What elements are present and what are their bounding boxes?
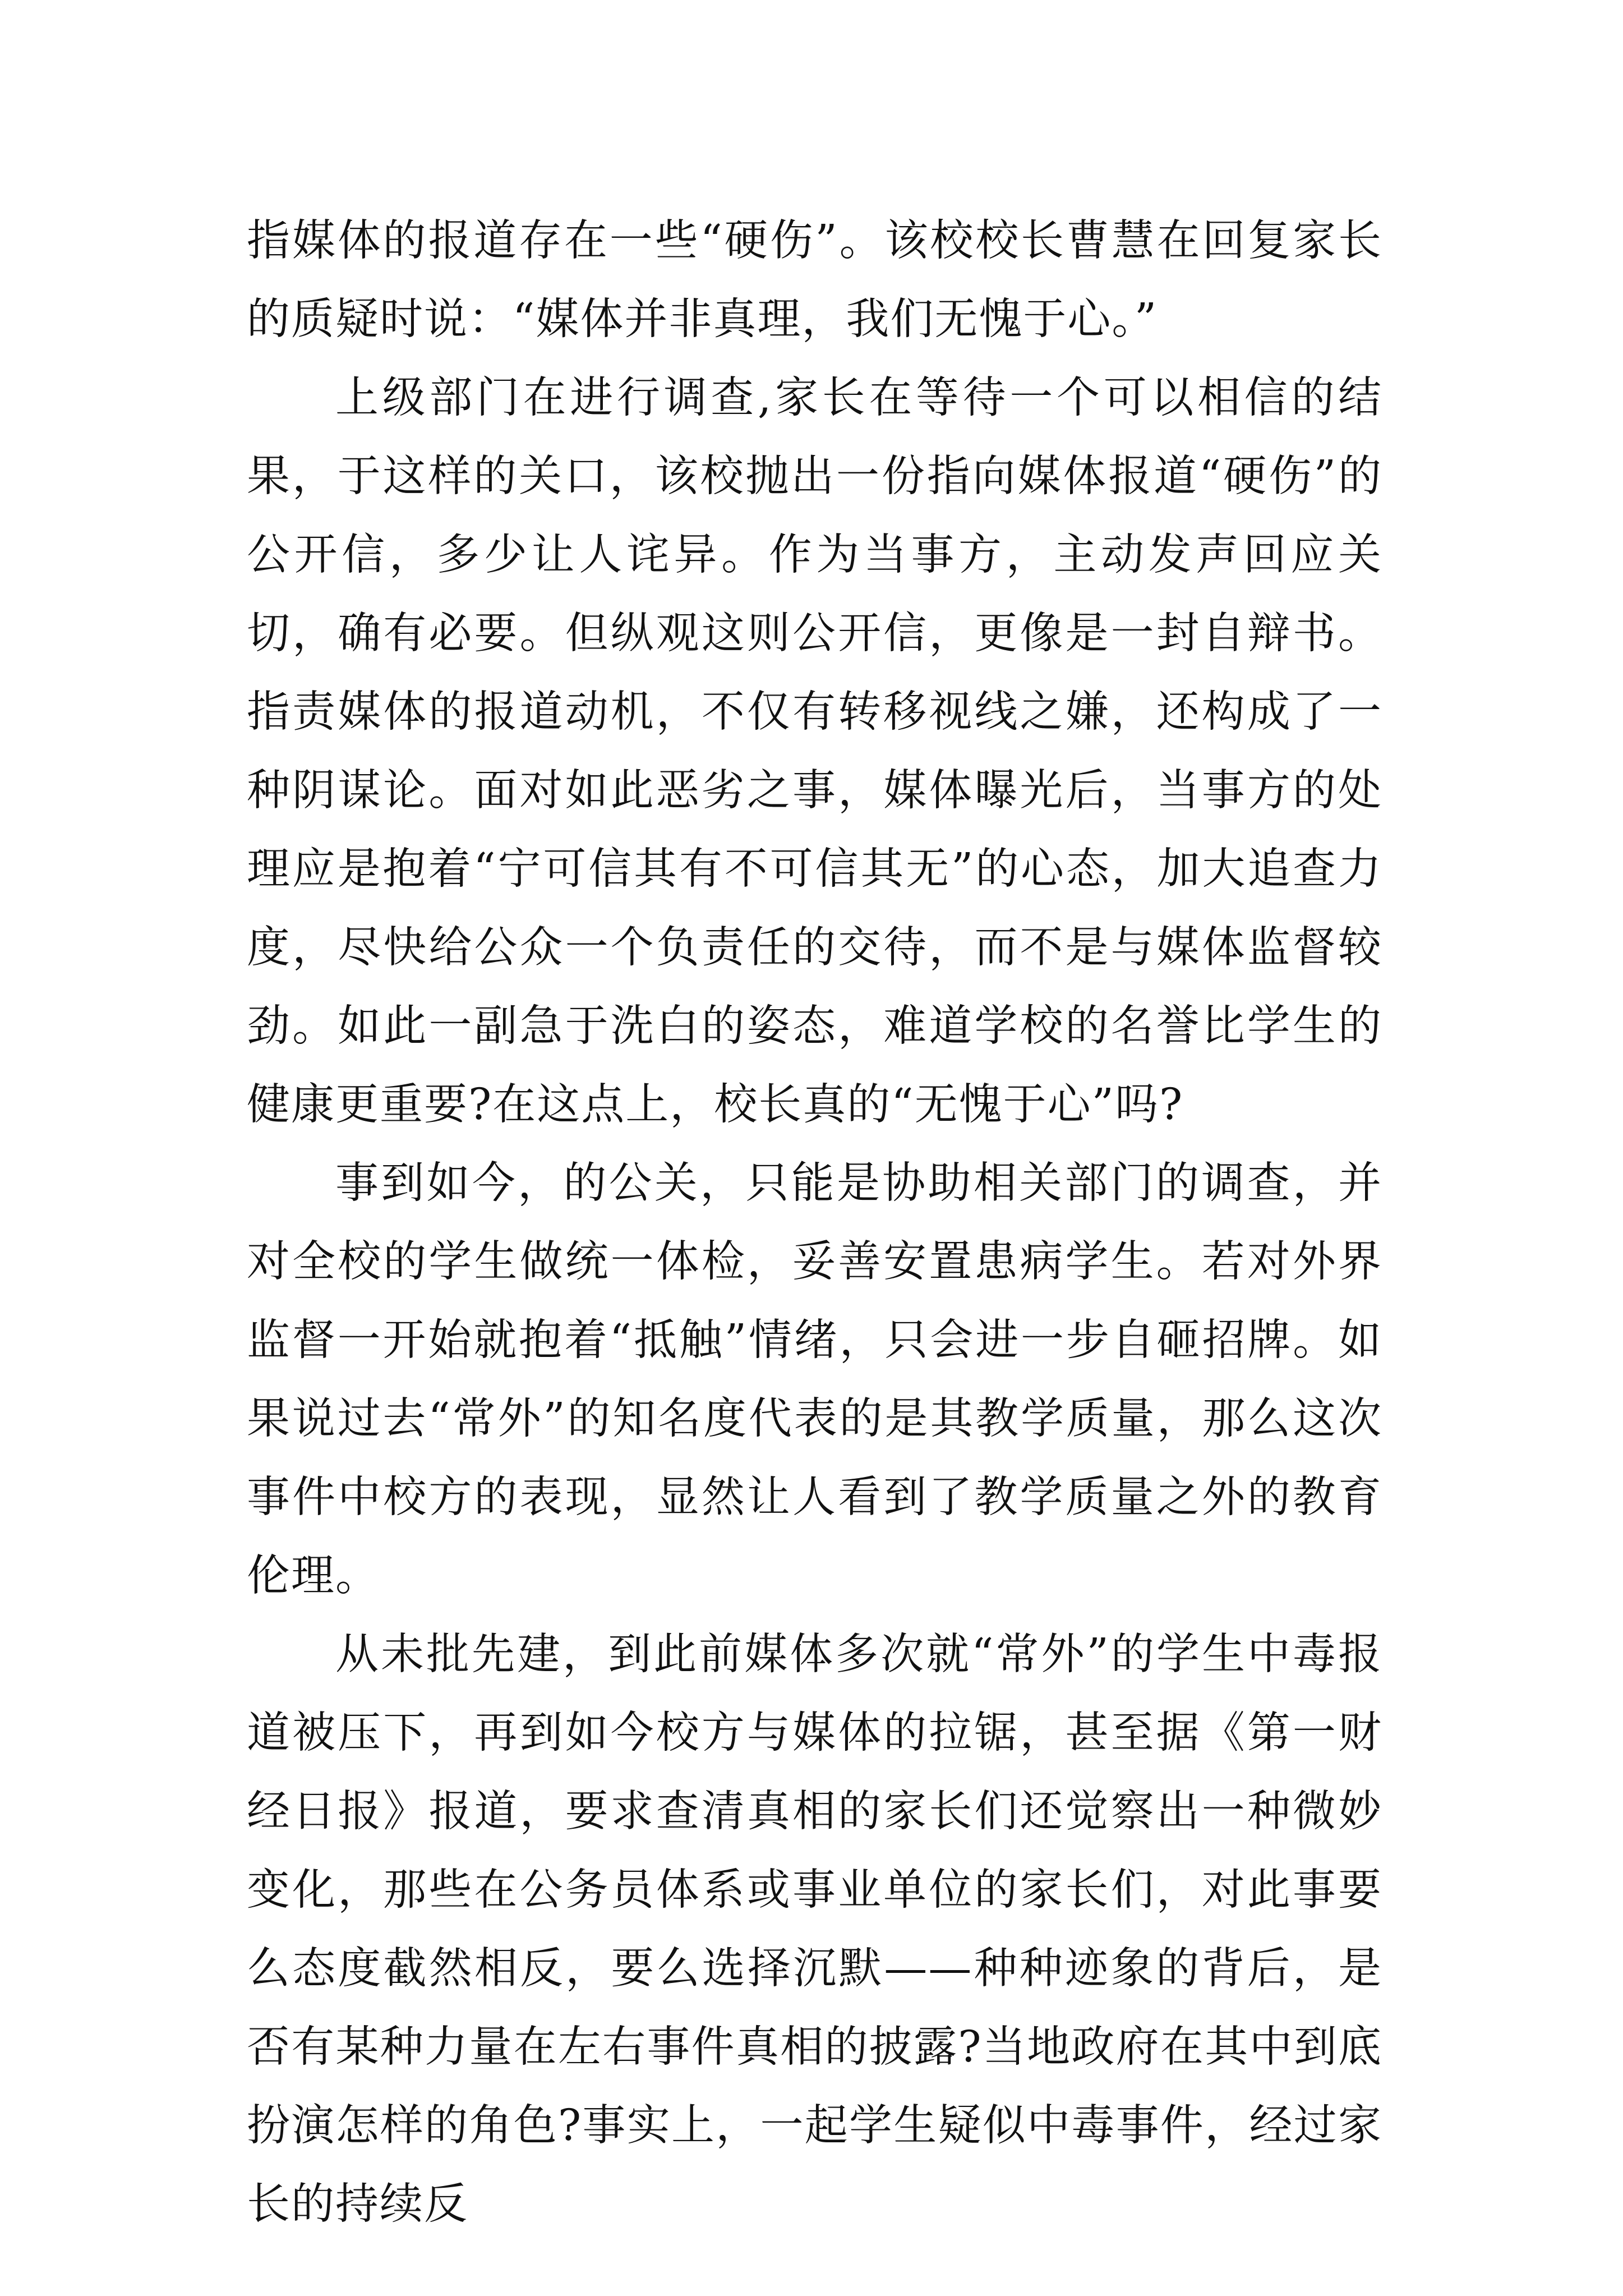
paragraph-3: 事到如今，的公关，只能是协助相关部门的调查，并对全校的学生做统一体检，妥善安置患病学生。若对外界监督一开始就抱着“抵触”情绪，只会进一步自砸招牌。如果说过去“常外”的知名度代表的是其教学质量，那么这次事件中校方的表现，显然让人看到了教学质量之外的教育伦理。 [247,1158,1382,1601]
paragraph-1: 指媒体的报道存在一些“硬伤”。该校校长曹慧在回复家长的质疑时说：“媒体并非真理，我们无愧于心。” [247,216,1382,344]
paragraph-2: 上级部门在进行调查,家长在等待一个可以相信的结果，于这样的关口，该校抛出一份指向媒体报道“硬伤”的公开信，多少让人诧异。作为当事方，主动发声回应关切，确有必要。但纵观这则公开信，更像是一封自辩书。指责媒体的报道动机，不仅有转移视线之嫌，还构成了一种阴谋论。面对如此恶劣之事，媒体曝光后，当事方的处理应是抱着“宁可信其有不可信其无”的心态，加大追查力度，尽快给公众一个负责任的交待，而不是与媒体监督较劲。如此一副急于洗白的姿态，难道学校的名誉比学生的健康更重要?在这点上，校长真的“无愧于心”吗? [247,373,1382,1130]
document-body [247,202,1382,2244]
paragraph-4: 从未批先建，到此前媒体多次就“常外”的学生中毒报道被压下，再到如今校方与媒体的拉锯，甚至据《第一财经日报》报道，要求查清真相的家长们还觉察出一种微妙变化，那些在公务员体系或事业单位的家长们，对此事要么态度截然相反，要么选择沉默——种种迹象的背后，是否有某种力量在左右事件真相的披露?当地政府在其中到底扮演怎样的角色?事实上，一起学生疑似中毒事件，经过家长的持续反 [247,1630,1382,2229]
